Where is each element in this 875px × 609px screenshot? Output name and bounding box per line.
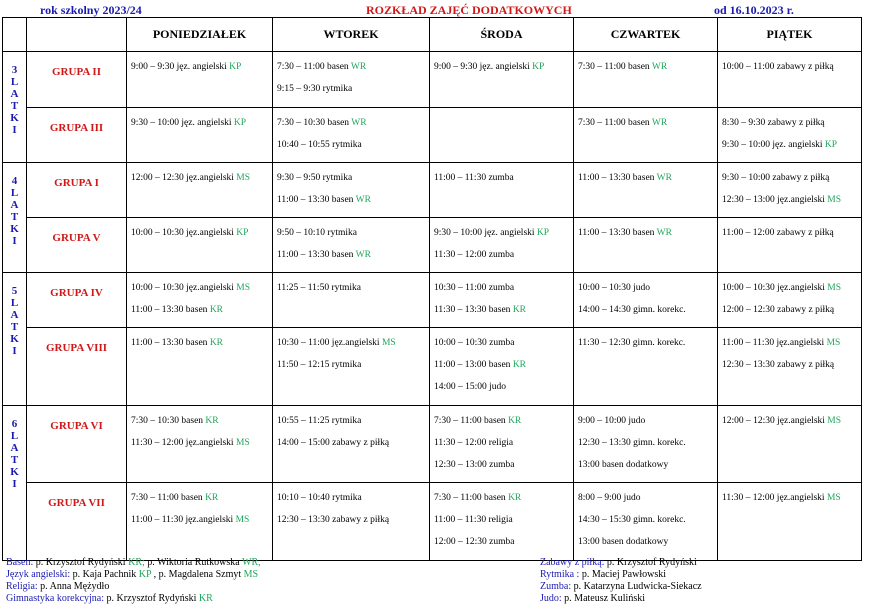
age-letter: I [12, 478, 17, 490]
activity-text: 7:30 – 11:00 basen [578, 62, 652, 72]
activity-text: 7:30 – 11:00 basen [434, 416, 509, 426]
age-letter: T [10, 100, 19, 112]
group-header-cell [27, 18, 127, 52]
legend-code: KR; [128, 557, 145, 568]
activity-entry [434, 227, 573, 249]
activity-text: 9:30 – 10:00 zabawy z piłką [722, 173, 830, 183]
activity-entry [722, 117, 861, 139]
activity-text: 7:30 – 11:00 basen [277, 62, 351, 72]
activity-text: 14:00 – 15:00 judo [434, 382, 507, 392]
schedule-cell [574, 406, 718, 483]
schedule-cell [430, 483, 574, 561]
corner-cell [3, 18, 27, 52]
legend-code: KR [198, 593, 213, 604]
teacher-code: KR [205, 416, 219, 426]
teacher-code: KP [233, 118, 247, 128]
age-letter: A [10, 442, 19, 454]
activity-entry [131, 282, 272, 304]
teacher-code: MS [826, 493, 841, 503]
schedule-cell [718, 52, 862, 108]
activity-text: 9:30 – 9:50 rytmika [277, 173, 353, 183]
schedule-cell [574, 163, 718, 218]
age-letter: L [10, 430, 19, 442]
legend-line [540, 593, 702, 605]
teacher-code: MS [235, 438, 250, 448]
activity-text: 11:50 – 12:15 rytmika [277, 360, 362, 370]
legend-text: p. Kaja Pachnik [70, 569, 139, 580]
teacher-code: MS [235, 515, 250, 525]
activity-entry [277, 415, 429, 437]
legend-line [540, 557, 702, 569]
schedule-cell [574, 52, 718, 108]
activity-text: 8:00 – 9:00 judo [578, 493, 641, 503]
activity-entry [434, 359, 573, 381]
schedule-cell [273, 406, 430, 483]
legend-left [6, 557, 261, 605]
activity-text: 10:00 – 10:30 judo [578, 283, 651, 293]
activity-entry [578, 117, 717, 139]
schedule-row [3, 163, 862, 218]
activity-entry [722, 172, 861, 194]
activity-text: 11:00 – 13:30 basen [277, 250, 356, 260]
schedule-cell [430, 163, 574, 218]
group-name: GRUPA V [27, 218, 127, 273]
group-name: GRUPA VII [27, 483, 127, 561]
activity-entry [434, 249, 573, 271]
legend-line [6, 557, 261, 569]
activity-text: 11:30 – 12:30 gimn. korekc. [578, 338, 686, 348]
legend-text: p. Anna Mężydło [37, 581, 110, 592]
legend-text: , p. Magdalena Szmyt [151, 569, 244, 580]
teacher-code: MS [826, 338, 841, 348]
activity-entry [722, 61, 861, 83]
legend-label: Judo: [540, 593, 562, 604]
teacher-code: WR [355, 250, 371, 260]
activity-entry [277, 139, 429, 161]
teacher-code: MS [381, 338, 396, 348]
teacher-code: WR [355, 195, 371, 205]
legend-code: WR, [242, 557, 261, 568]
activity-entry [434, 304, 573, 326]
activity-text: 10:00 – 11:00 zabawy z piłką [722, 62, 834, 72]
age-letter: K [10, 223, 19, 235]
age-letter: K [10, 112, 19, 124]
activity-entry [131, 415, 272, 437]
activity-entry [277, 117, 429, 139]
activity-entry [131, 172, 272, 194]
activity-entry [277, 194, 429, 216]
activity-text: 12:00 – 12:30 jęz.angielski [131, 173, 237, 183]
schedule-cell [574, 218, 718, 273]
schedule-cell [127, 108, 273, 163]
teacher-code: KP [532, 62, 545, 72]
activity-entry [578, 536, 717, 558]
activity-entry [131, 304, 272, 326]
schedule-cell [718, 328, 862, 406]
schedule-row [3, 108, 862, 163]
legend-label: Rytmika : [540, 569, 580, 580]
activity-entry [277, 514, 429, 536]
activity-entry [434, 492, 573, 514]
activity-entry [722, 194, 861, 216]
schedule-cell [127, 52, 273, 108]
schedule-row [3, 328, 862, 406]
schedule-cell [430, 328, 574, 406]
activity-text: 7:30 – 11:00 basen [131, 493, 206, 503]
schedule-cell [273, 52, 430, 108]
schedule-cell [430, 108, 574, 163]
schedule-cell [718, 163, 862, 218]
activity-text: 10:30 – 11:00 jęz.angielski [277, 338, 382, 348]
teacher-code: WR [350, 62, 367, 72]
age-letter: A [10, 199, 19, 211]
schedule-cell [273, 163, 430, 218]
legend-line [540, 569, 702, 581]
activity-text: 11:00 – 13:30 basen [578, 228, 657, 238]
group-name: GRUPA III [27, 108, 127, 163]
activity-text: 14:30 – 15:30 gimn. korekc. [578, 515, 686, 525]
teacher-code: KR [508, 416, 522, 426]
activity-text: 11:00 – 13:30 basen [131, 338, 210, 348]
legend-label: Religia: [6, 581, 38, 592]
group-name: GRUPA IV [27, 273, 127, 328]
activity-text: 10:40 – 10:55 rytmika [277, 140, 362, 150]
activity-text: 10:00 – 10:30 jęz.angielski [131, 228, 237, 238]
teacher-code: KR [508, 493, 522, 503]
age-group-cell [3, 163, 27, 273]
age-letter: 4 [11, 175, 18, 187]
activity-text: 12:30 – 13:30 zabawy z piłką [722, 360, 835, 370]
teacher-code: KR [209, 338, 224, 348]
legend-line [6, 569, 261, 581]
activity-entry [722, 359, 861, 381]
legend-text: p. Wiktoria Rutkowska [144, 557, 243, 568]
page-title: ROZKŁAD ZAJĘĆ DODATKOWYCH [366, 3, 572, 17]
activity-entry [578, 437, 717, 459]
legend-label: Język angielski: [6, 569, 71, 580]
day-header-monday: PONIEDZIAŁEK [127, 18, 273, 52]
activity-text: 11:00 – 13:30 basen [277, 195, 356, 205]
teacher-code: WR [656, 173, 672, 183]
schedule-cell [127, 218, 273, 273]
activity-entry [434, 282, 573, 304]
group-name: GRUPA VIII [27, 328, 127, 406]
activity-entry [578, 337, 717, 359]
age-letter: A [10, 88, 19, 100]
age-letter: 6 [11, 418, 18, 430]
activity-text: 11:30 – 12:00 zumba [434, 250, 515, 260]
schedule-row [3, 52, 862, 108]
activity-entry [434, 459, 573, 481]
activity-text: 13:00 basen dodatkowy [578, 460, 669, 470]
activity-entry [434, 61, 573, 83]
activity-text: 11:00 – 13:30 basen [131, 305, 210, 315]
legend-right [540, 557, 702, 605]
legend-code: MS [243, 569, 259, 580]
legend-text: p. Maciej Pawłowski [579, 569, 666, 580]
activity-entry [277, 227, 429, 249]
valid-from-date: od 16.10.2023 r. [714, 3, 794, 17]
activity-entry [578, 492, 717, 514]
teacher-code: MS [827, 416, 842, 426]
schedule-row [3, 406, 862, 483]
teacher-code: KR [512, 305, 527, 315]
legend-text: p. Mateusz Kuliński [561, 593, 645, 604]
activity-text: 9:30 – 10:00 jęz. angielski [722, 140, 825, 150]
activity-text: 10:00 – 10:30 zumba [434, 338, 515, 348]
legend-label: Basen: [6, 557, 34, 568]
activity-entry [131, 492, 272, 514]
activity-text: 10:00 – 10:30 jęz.angielski [722, 283, 828, 293]
activity-text: 10:30 – 11:00 zumba [434, 283, 515, 293]
activity-text: 14:00 – 15:00 zabawy z piłką [277, 438, 390, 448]
schedule-cell [718, 483, 862, 561]
activity-text: 9:00 – 9:30 jęz. angielski [434, 62, 533, 72]
activity-text: 12:30 – 13:00 zumba [434, 460, 515, 470]
age-letter: L [10, 76, 19, 88]
day-header-friday: PIĄTEK [718, 18, 862, 52]
activity-entry [578, 282, 717, 304]
age-letter: T [10, 321, 19, 333]
activity-text: 11:00 – 11:30 zumba [434, 173, 514, 183]
teacher-code: MS [236, 283, 251, 293]
header-row [3, 18, 862, 52]
activity-text: 7:30 – 11:00 basen [434, 493, 509, 503]
activity-entry [277, 492, 429, 514]
age-letter: T [10, 454, 19, 466]
school-year: rok szkolny 2023/24 [40, 3, 142, 17]
activity-entry [131, 227, 272, 249]
activity-text: 11:00 – 12:00 zabawy z piłką [722, 228, 834, 238]
age-letter: L [10, 187, 19, 199]
legend-text: p. Katarzyna Ludwicka-Siekacz [571, 581, 702, 592]
activity-text: 7:30 – 11:00 basen [578, 118, 652, 128]
age-letter: L [10, 297, 19, 309]
age-letter: K [10, 466, 19, 478]
activity-text: 12:30 – 13:00 jęz.angielski [722, 195, 828, 205]
activity-entry [578, 304, 717, 326]
activity-text: 7:30 – 10:30 basen [277, 118, 352, 128]
activity-text: 11:30 – 13:30 basen [434, 305, 513, 315]
activity-entry [277, 172, 429, 194]
schedule-cell [574, 108, 718, 163]
age-letter: 5 [11, 285, 18, 297]
legend-label: Zumba: [540, 581, 572, 592]
age-letter: 3 [11, 64, 18, 76]
teacher-code: KP [536, 228, 550, 238]
teacher-code: KR [205, 493, 219, 503]
schedule-cell [718, 406, 862, 483]
schedule-row [3, 273, 862, 328]
activity-text: 10:55 – 11:25 rytmika [277, 416, 362, 426]
activity-text: 14:00 – 14:30 gimn. korekc. [578, 305, 686, 315]
schedule-cell [127, 406, 273, 483]
activity-text: 12:00 – 12:30 zabawy z piłką [722, 305, 835, 315]
activity-text: 9:15 – 9:30 rytmika [277, 84, 353, 94]
activity-text: 10:10 – 10:40 rytmika [277, 493, 362, 503]
legend-line [6, 581, 261, 593]
activity-text: 7:30 – 10:30 basen [131, 416, 206, 426]
activity-text: 11:00 – 11:30 jęz.angielski [722, 338, 827, 348]
schedule-cell [574, 483, 718, 561]
activity-entry [434, 172, 573, 194]
legend-text: p. Krzysztof Rydyński [104, 593, 199, 604]
schedule-cell [430, 406, 574, 483]
activity-entry [277, 282, 429, 304]
teacher-code: WR [351, 118, 367, 128]
teacher-code: KP [236, 228, 249, 238]
activity-entry [434, 514, 573, 536]
activity-entry [131, 61, 272, 83]
teacher-code: WR [651, 62, 668, 72]
teacher-code: MS [236, 173, 251, 183]
teacher-code: KR [209, 305, 224, 315]
activity-entry [277, 249, 429, 271]
age-letter: K [10, 333, 19, 345]
activity-text: 11:00 – 13:00 basen [434, 360, 513, 370]
activity-text: 11:30 – 12:00 jęz.angielski [131, 438, 236, 448]
teacher-code: KR [512, 360, 527, 370]
activity-entry [434, 415, 573, 437]
legend-line [6, 593, 261, 605]
activity-entry [277, 437, 429, 459]
activity-entry [578, 227, 717, 249]
legend-label: Zabawy z piłką: [540, 557, 605, 568]
activity-text: 11:30 – 12:00 jęz.angielski [722, 493, 827, 503]
group-name: GRUPA I [27, 163, 127, 218]
schedule-cell [127, 483, 273, 561]
schedule-cell [273, 273, 430, 328]
day-header-thursday: CZWARTEK [574, 18, 718, 52]
activity-text: 12:30 – 13:30 zabawy z piłką [277, 515, 390, 525]
schedule-cell [127, 328, 273, 406]
activity-entry [578, 415, 717, 437]
schedule-cell [430, 52, 574, 108]
activity-entry [277, 83, 429, 105]
teacher-code: MS [827, 195, 842, 205]
activity-entry [578, 61, 717, 83]
activity-text: 11:00 – 11:30 jęz.angielski [131, 515, 236, 525]
age-letter: I [12, 235, 17, 247]
activity-entry [131, 514, 272, 536]
schedule-row [3, 483, 862, 561]
activity-text: 9:30 – 10:00 jęz. angielski [131, 118, 234, 128]
schedule-cell [718, 218, 862, 273]
activity-entry [578, 172, 717, 194]
activity-text: 13:00 basen dodatkowy [578, 537, 669, 547]
activity-text: 11:00 – 11:30 religia [434, 515, 513, 525]
schedule-cell [273, 108, 430, 163]
activity-text: 9:30 – 10:00 jęz. angielski [434, 228, 537, 238]
activity-entry [277, 61, 429, 83]
teacher-code: WR [651, 118, 668, 128]
activity-text: 12:30 – 13:30 gimn. korekc. [578, 438, 686, 448]
activity-entry [722, 282, 861, 304]
day-header-tuesday: WTOREK [273, 18, 430, 52]
activity-entry [722, 415, 861, 437]
teacher-code: KP [824, 140, 838, 150]
legend-text: p. Krzysztof Rydyński [33, 557, 129, 568]
activity-text: 9:50 – 10:10 rytmika [277, 228, 357, 238]
schedule-cell [430, 273, 574, 328]
day-header-wednesday: ŚRODA [430, 18, 574, 52]
teacher-code: KP [229, 62, 242, 72]
activity-text: 11:30 – 12:00 religia [434, 438, 514, 448]
age-letter: I [12, 124, 17, 136]
activity-text: 11:25 – 11:50 rytmika [277, 283, 361, 293]
age-letter: T [10, 211, 19, 223]
schedule-cell [127, 273, 273, 328]
activity-entry [277, 359, 429, 381]
activity-entry [131, 437, 272, 459]
activity-text: 9:00 – 10:00 judo [578, 416, 646, 426]
activity-entry [434, 536, 573, 558]
activity-text: 8:30 – 9:30 zabawy z piłką [722, 118, 825, 128]
schedule-cell [273, 328, 430, 406]
schedule-cell [718, 108, 862, 163]
age-letter: I [12, 345, 17, 357]
activity-entry [722, 492, 861, 514]
group-name: GRUPA II [27, 52, 127, 108]
activity-text: 11:00 – 13:30 basen [578, 173, 657, 183]
schedule-cell [127, 163, 273, 218]
schedule-row [3, 218, 862, 273]
group-name: GRUPA VI [27, 406, 127, 483]
legend-code: KP [138, 569, 152, 580]
age-group-cell [3, 273, 27, 406]
activity-entry [434, 381, 573, 403]
activity-text: 9:00 – 9:30 jęz. angielski [131, 62, 230, 72]
schedule-cell [574, 328, 718, 406]
schedule-cell [718, 273, 862, 328]
age-group-cell [3, 406, 27, 561]
activity-entry [722, 139, 861, 161]
activity-entry [722, 337, 861, 359]
activity-entry [722, 227, 861, 249]
legend-text: p. Krzysztof Rydyński [604, 557, 697, 568]
schedule-cell [273, 483, 430, 561]
activity-text: 12:00 – 12:30 jęz.angielski [722, 416, 828, 426]
activity-entry [434, 437, 573, 459]
teacher-code: MS [827, 283, 842, 293]
schedule-cell [273, 218, 430, 273]
activity-entry [434, 337, 573, 359]
age-letter: A [10, 309, 19, 321]
schedule-cell [430, 218, 574, 273]
teacher-code: WR [656, 228, 672, 238]
activity-text: 10:00 – 10:30 jęz.angielski [131, 283, 237, 293]
legend-line [540, 581, 702, 593]
activity-entry [131, 117, 272, 139]
age-group-cell [3, 52, 27, 163]
activity-entry [277, 337, 429, 359]
activity-entry [578, 459, 717, 481]
activity-entry [578, 514, 717, 536]
schedule-cell [574, 273, 718, 328]
legend-label: Gimnastyka korekcyjna: [6, 593, 105, 604]
activity-entry [722, 304, 861, 326]
schedule-table [2, 17, 862, 561]
activity-text: 12:00 – 12:30 zumba [434, 537, 515, 547]
activity-entry [131, 337, 272, 359]
